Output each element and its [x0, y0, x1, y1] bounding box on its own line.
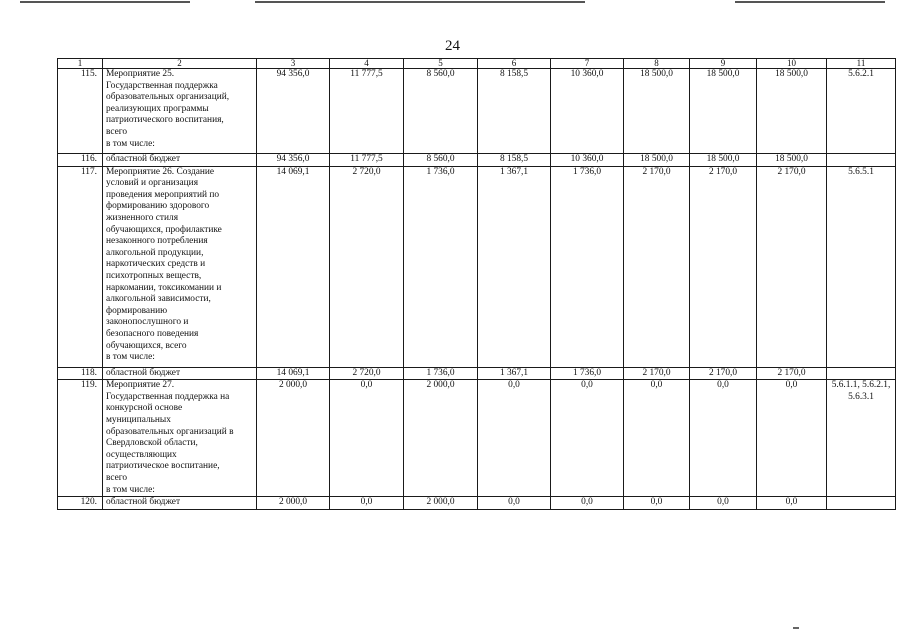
value-cell: 0,0	[690, 380, 757, 497]
value-cell: 18 500,0	[624, 154, 690, 167]
value-cell: 1 367,1	[478, 367, 551, 380]
value-cell: 2 170,0	[757, 166, 827, 367]
value-cell: 18 500,0	[757, 69, 827, 154]
value-cell: 1 736,0	[551, 367, 624, 380]
header-cell: 10	[757, 59, 827, 69]
row-name	[103, 497, 257, 510]
reference-cell: 5.6.1.1, 5.6.2.1, 5.6.3.1	[827, 380, 896, 497]
value-cell: 8 560,0	[404, 69, 478, 154]
value-cell: 0,0	[624, 380, 690, 497]
row-name-line: патриотическое воспитание,	[106, 461, 220, 472]
value-cell: 94 356,0	[257, 154, 330, 167]
reference-cell	[827, 154, 896, 167]
header-cell: 11	[827, 59, 896, 69]
value-cell: 10 360,0	[551, 154, 624, 167]
reference-cell: 5.6.2.1	[827, 69, 896, 154]
value-cell: 0,0	[478, 380, 551, 497]
reference-cell	[827, 497, 896, 510]
row-name-line: формированию здорового	[106, 201, 210, 212]
value-cell: 2 170,0	[624, 166, 690, 367]
row-number: 120.	[58, 497, 103, 510]
row-name-line: алкогольной продукции,	[106, 247, 204, 258]
header-cell: 6	[478, 59, 551, 69]
value-cell: 0,0	[690, 497, 757, 510]
value-cell: 94 356,0	[257, 69, 330, 154]
row-number: 119.	[58, 380, 103, 497]
header-cell: 2	[103, 59, 257, 69]
value-cell: 2 000,0	[404, 380, 478, 497]
row-name-line: безопасного поведения	[106, 328, 199, 339]
row-name-line: наркотических средств и	[106, 259, 206, 270]
table-row	[58, 69, 896, 154]
value-cell: 0,0	[757, 380, 827, 497]
table-row	[58, 497, 896, 510]
value-cell: 18 500,0	[690, 69, 757, 154]
row-name-line: областной бюджет	[106, 154, 181, 164]
row-name-line: муниципальных	[106, 414, 171, 425]
row-number: 116.	[58, 154, 103, 167]
row-name-line: осуществляющих	[106, 449, 177, 460]
value-cell: 1 736,0	[404, 367, 478, 380]
row-name-line: обучающихся, профилактике	[106, 224, 222, 235]
table-row	[58, 367, 896, 380]
value-cell: 0,0	[478, 497, 551, 510]
row-name-line: образовательных организаций в	[106, 426, 234, 437]
value-cell: 0,0	[330, 380, 404, 497]
reference-cell	[827, 367, 896, 380]
row-name-line: всего	[106, 472, 128, 483]
row-name-line: алкогольной зависимости,	[106, 294, 211, 305]
value-cell: 8 560,0	[404, 154, 478, 167]
value-cell: 1 736,0	[551, 166, 624, 367]
row-name-line: Мероприятие 26. Создание	[106, 166, 215, 177]
header-cell: 3	[257, 59, 330, 69]
row-name-line: Мероприятие 27.	[106, 380, 175, 391]
value-cell: 18 500,0	[624, 69, 690, 154]
header-cell: 8	[624, 59, 690, 69]
value-cell: 10 360,0	[551, 69, 624, 154]
row-name-line: наркомании, токсикомании и	[106, 282, 222, 293]
reference-cell: 5.6.5.1	[827, 166, 896, 367]
value-cell: 11 777,5	[330, 69, 404, 154]
row-name-line: в том числе:	[106, 484, 155, 495]
scan-edge-left	[20, 1, 190, 3]
header-cell: 1	[58, 59, 103, 69]
scan-edge-mid	[255, 1, 585, 3]
value-cell: 2 170,0	[690, 367, 757, 380]
scan-speck	[793, 627, 799, 629]
row-name-line: всего	[106, 126, 128, 137]
row-name-line: Государственная поддержка	[106, 80, 218, 91]
value-cell: 8 158,5	[478, 69, 551, 154]
value-cell: 2 000,0	[257, 380, 330, 497]
row-name-line: Государственная поддержка на	[106, 391, 230, 402]
value-cell: 18 500,0	[757, 154, 827, 167]
table-row	[58, 380, 896, 497]
value-cell: 0,0	[624, 497, 690, 510]
row-name-line: конкурсной основе	[106, 403, 183, 414]
row-number: 117.	[58, 166, 103, 367]
row-number: 118.	[58, 367, 103, 380]
value-cell: 18 500,0	[690, 154, 757, 167]
value-cell: 14 069,1	[257, 367, 330, 380]
value-cell: 2 170,0	[757, 367, 827, 380]
value-cell: 11 777,5	[330, 154, 404, 167]
header-row	[58, 59, 896, 69]
header-cell: 5	[404, 59, 478, 69]
row-name	[103, 367, 257, 380]
row-name-line: реализующих программы	[106, 103, 209, 114]
row-name-line: образовательных организаций,	[106, 92, 230, 103]
value-cell: 2 170,0	[624, 367, 690, 380]
row-name-line: в том числе:	[106, 352, 155, 363]
row-name-line: незаконного потребления	[106, 236, 208, 247]
table-row	[58, 166, 896, 367]
value-cell: 2 170,0	[690, 166, 757, 367]
header-cell: 4	[330, 59, 404, 69]
value-cell: 14 069,1	[257, 166, 330, 367]
row-name	[103, 69, 257, 154]
row-name-line: областной бюджет	[106, 367, 181, 378]
value-cell: 2 000,0	[404, 497, 478, 510]
value-cell: 1 367,1	[478, 166, 551, 367]
header-cell: 9	[690, 59, 757, 69]
row-name-line: обучающихся, всего	[106, 340, 187, 351]
row-name-line: условий и организация	[106, 178, 199, 189]
row-name	[103, 166, 257, 367]
value-cell: 8 158,5	[478, 154, 551, 167]
row-name-line: Свердловской области,	[106, 438, 198, 449]
value-cell: 0,0	[330, 497, 404, 510]
row-name-line: жизненного стиля	[106, 212, 179, 223]
value-cell: 1 736,0	[404, 166, 478, 367]
table-row	[58, 154, 896, 167]
row-name-line: проведения мероприятий по	[106, 189, 220, 200]
value-cell: 0,0	[757, 497, 827, 510]
row-name-line: законопослушного и	[106, 317, 189, 328]
value-cell: 0,0	[551, 497, 624, 510]
row-name	[103, 380, 257, 497]
value-cell: 2 000,0	[257, 497, 330, 510]
row-name-line: в том числе:	[106, 138, 155, 149]
value-cell: 0,0	[551, 380, 624, 497]
row-number: 115.	[58, 69, 103, 154]
row-name-line: формированию	[106, 305, 168, 316]
header-cell: 7	[551, 59, 624, 69]
row-name-line: патриотического воспитания,	[106, 115, 224, 126]
value-cell: 2 720,0	[330, 367, 404, 380]
row-name	[103, 154, 257, 167]
page-number: 24	[445, 38, 460, 54]
scan-edge-right	[735, 1, 885, 3]
budget-table	[57, 58, 896, 510]
row-name-line: областной бюджет	[106, 497, 181, 508]
row-name-line: Мероприятие 25.	[106, 69, 175, 79]
value-cell: 2 720,0	[330, 166, 404, 367]
row-name-line: психотропных веществ,	[106, 270, 202, 281]
